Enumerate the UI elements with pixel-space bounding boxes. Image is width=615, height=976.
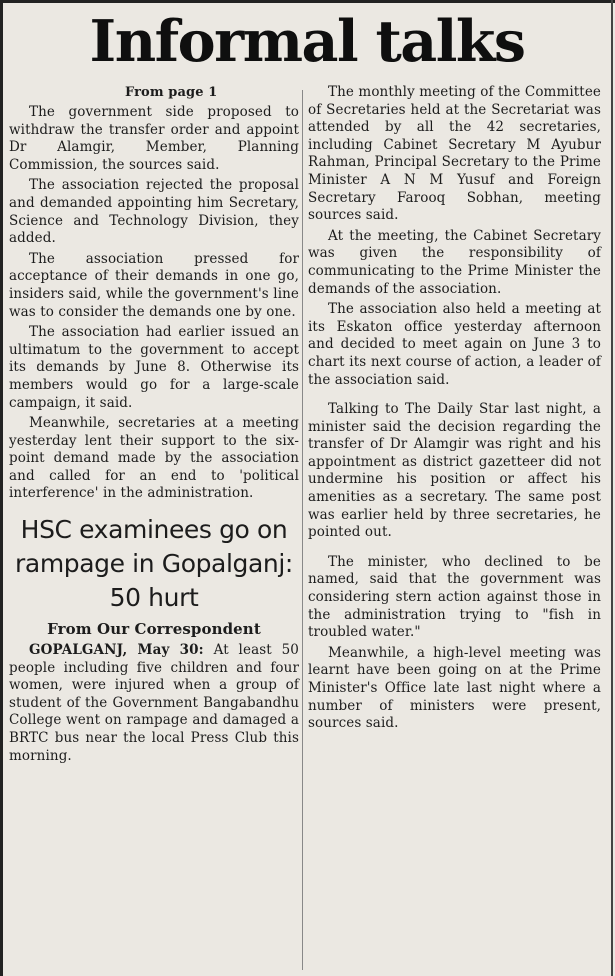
left-paragraph: The association pressed for acceptance of their demands in one go, insiders said, while the government's line was to consider the demands one by one. (9, 250, 299, 320)
main-headline: Informal talks (89, 8, 525, 75)
left-paragraph: The association rejected the proposal and demanded appointing him Secretary, Science and Technology Division, they added. (9, 177, 299, 247)
left-paragraph: The government side proposed to withdraw the transfer order and appoint Dr Alamgir, Member, Planning Commission, the sources said. (9, 104, 299, 173)
right-paragraph: At the meeting, the Cabinet Secretary was given the responsibility of communicating to the Prime Minister the demands of the association. (308, 227, 601, 297)
right-paragraph: Meanwhile, a high-level meeting was learnt have been going on at the Prime Minister's Office late last night where a number of ministers were present, sources said. (308, 644, 601, 732)
right-paragraph: The association also held a meeting at its Eskaton office yesterday afternoon and decided to meet again on June 3 to chart its next course of action, a leader of the association said. (308, 301, 601, 388)
second-story-headline: HSC examinees go on rampage in Gopalganj: 50 hurt (15, 515, 293, 613)
right-column (308, 84, 601, 736)
right-paragraph: The monthly meeting of the Committee of Secretaries held at the Secretariat was attended by all the 42 secretaries, including Cabinet Secretary M Ayubur Rahman, Principal Secretary to the Prime Minister A N M Yusuf and Foreign Secretary Farooq Sobhan, meeting sources said. (308, 84, 601, 224)
dateline: GOPALGANJ, May 30: (29, 642, 204, 659)
right-paragraph: The minister, who declined to be named, said that the government was considering stern action against those in the administration trying to "fish in troubled water." (308, 553, 601, 641)
left-paragraph: The association had earlier issued an ultimatum to the government to accept its demands by June 8. Otherwise its members would go for a large-scale campaign, it said. (9, 324, 299, 411)
second-story-byline: From Our Correspondent (47, 620, 261, 639)
second-story-lead-text: At least 50 people including five children and four women, were injured when a group of student of the Government Bangabandhu College went on rampage and damaged a BRTC bus near the local Press Club this morning. (9, 642, 299, 764)
right-paragraph: Talking to The Daily Star last night, a minister said the decision regarding the transfer of Dr Alamgir was right and his appointment as district gazetteer did not undermine his position or affect his amenities as a secretary. The same post was earlier held by three secretaries, he pointed out. (308, 401, 601, 541)
second-story-lead (9, 642, 299, 765)
top-border-rule (0, 0, 615, 3)
left-border-rule (0, 0, 3, 976)
column-divider (302, 90, 303, 970)
left-paragraph: Meanwhile, secretaries at a meeting yesterday lent their support to the six-point demand made by the association and called for an end to 'political interference' in the administration. (9, 415, 299, 502)
right-border-rule (611, 0, 613, 976)
left-column (9, 84, 299, 768)
continued-from-kicker: From page 1 (125, 85, 218, 100)
